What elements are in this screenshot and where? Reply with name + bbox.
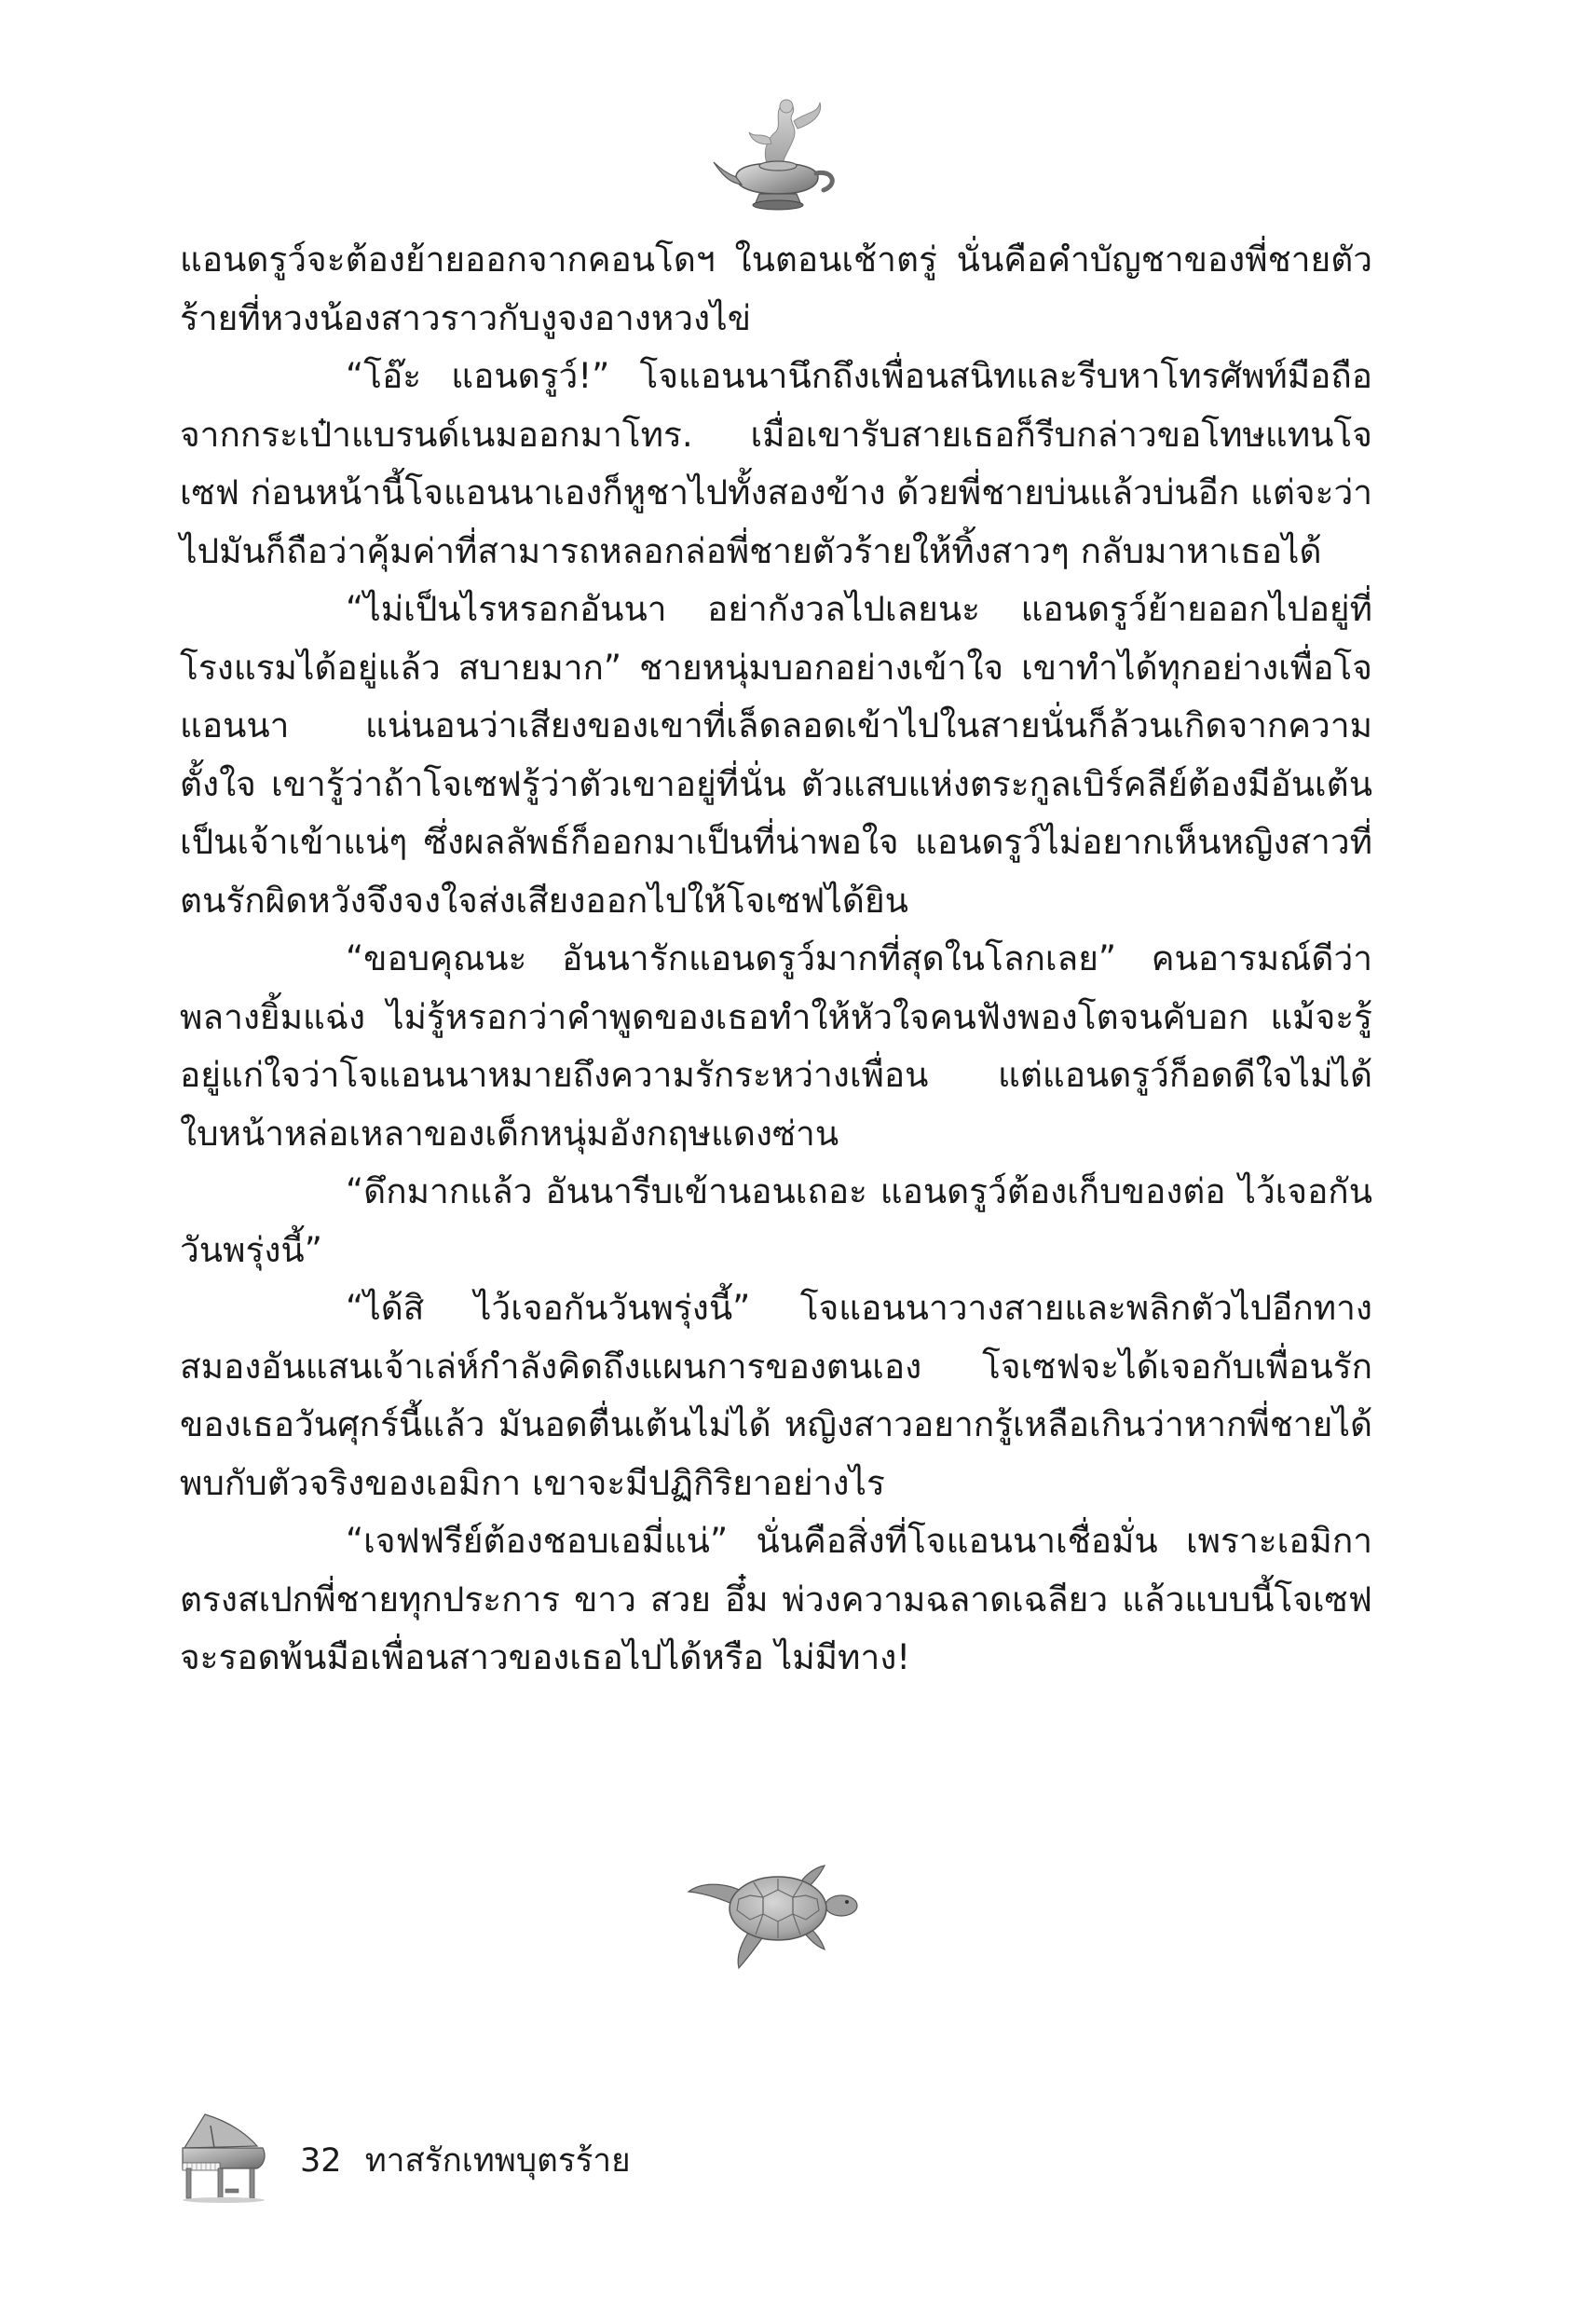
paragraph-5: “ดึกมากแล้ว อันนารีบเข้านอนเถอะ แอนดรูว์ต้องเก็บของต่อ ไว้เจอกันวันพรุ่งนี้” [180, 1171, 1372, 1270]
paragraph-6: “ได้สิ ไว้เจอกันวันพรุ่งนี้” โจแอนนาวางสายและพลิกตัวไปอีกทาง สมองอันแสนเจ้าเล่ห์กำลังคิดถึงแผนการของตนเอง โจเซฟจะได้เจอกับเพื่อนรักของเธอวันศุกร์นี้แล้ว มันอดตื่นเต้นไม่ได้ หญิงสาวอยากรู้เหลือเกินว่าหากพี่ชายได้พบกับตัวจริงของเอมิกา เขาจะมีปฏิกิริยาอย่างไร [180, 1288, 1372, 1503]
genie-lamp-icon [708, 84, 848, 224]
paragraph-3: “ไม่เป็นไรหรอกอันนา อย่ากังวลไปเลยนะ แอนดรูว์ย้ายออกไปอยู่ที่โรงแรมได้อยู่แล้ว สบายมาก” ชายหนุ่มบอกอย่างเข้าใจ เขาทำได้ทุกอย่างเพื่อโจแอนนา แน่นอนว่าเสียงของเขาที่เล็ดลอดเข้าไปในสายนั่นก็ล้วนเกิดจากความตั้งใจ เขารู้ว่าถ้าโจเซฟรู้ว่าตัวเขาอยู่ที่นั่น ตัวแสบแห่งตระกูลเบิร์คลีย์ต้องมีอันเต้นเป็นเจ้าเข้าแน่ๆ ซึ่งผลลัพธ์ก็ออกมาเป็นที่น่าพอใจ แอนดรูว์ไม่อยากเห็นหญิงสาวที่ตนรักผิดหวังจึงจงใจส่งเสียงออกไปให้โจเซฟได้ยิน [180, 589, 1372, 921]
page-footer [177, 2111, 829, 2204]
page-number: 32 [300, 2142, 342, 2180]
paragraph-1: แอนดรูว์จะต้องย้ายออกจากคอนโดฯ ในตอนเช้าตรู่ นั่นคือคำบัญชาของพี่ชายตัวร้ายที่หวงน้องสาวราวกับงูจงอางหวงไข่ [180, 239, 1372, 338]
paragraph-7: “เจฟฟรีย์ต้องชอบเอมี่แน่” นั่นคือสิ่งที่โจแอนนาเชื่อมั่น เพราะเอมิกาตรงสเปกพี่ชายทุกประการ ขาว สวย อึ๋ม พ่วงความฉลาดเฉลียว แล้วแบบนี้โจเซฟจะรอดพ้นมือเพื่อนสาวของเธอไปได้หรือ ไม่มีทาง! [180, 1521, 1372, 1677]
paragraph-4: “ขอบคุณนะ อันนารักแอนดรูว์มากที่สุดในโลกเลย” คนอารมณ์ดีว่าพลางยิ้มแฉ่ง ไม่รู้หรอกว่าคำพูดของเธอทำให้หัวใจคนฟังพองโตจนคับอก แม้จะรู้อยู่แก่ใจว่าโจแอนนาหมายถึงความรักระหว่างเพื่อน แต่แอนดรูว์ก็อดดีใจไม่ได้ ใบหน้าหล่อเหลาของเด็กหนุ่มอังกฤษแดงซ่าน [180, 938, 1372, 1154]
turtle-icon [685, 1854, 862, 1971]
footer-text [300, 2142, 644, 2180]
body-text [180, 231, 1372, 1688]
piano-icon [177, 2111, 270, 2204]
book-title: ทาสรักเทพบุตรร้าย [364, 2142, 631, 2180]
paragraph-2: “โอ๊ะ แอนดรูว์!” โจแอนนานึกถึงเพื่อนสนิทและรีบหาโทรศัพท์มือถือจากกระเป๋าแบรนด์เนมออกมาโทร. เมื่อเขารับสายเธอก็รีบกล่าวขอโทษแทนโจเซฟ ก่อนหน้านี้โจแอนนาเองก็หูชาไปทั้งสองข้าง ด้วยพี่ชายบ่นแล้วบ่นอีก แต่จะว่าไปมันก็ถือว่าคุ้มค่าที่สามารถหลอกล่อพี่ชายตัวร้ายให้ทิ้งสาวๆ กลับมาหาเธอได้ [180, 356, 1372, 571]
